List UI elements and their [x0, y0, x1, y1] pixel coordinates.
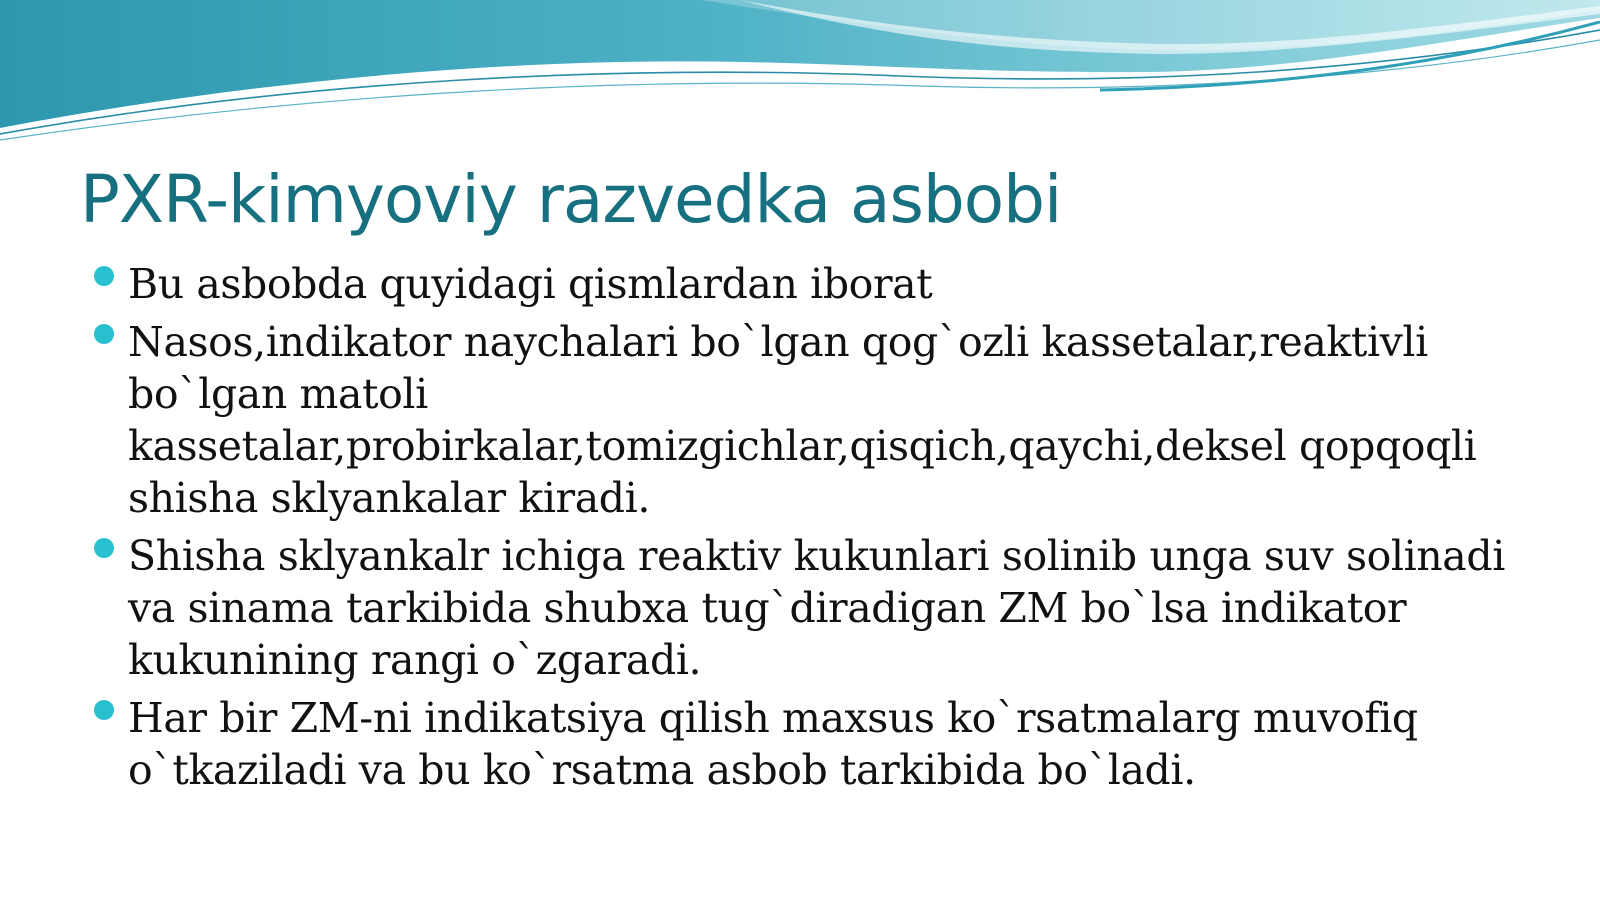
bullet-dot-icon	[94, 324, 114, 344]
bullet-dot-icon	[94, 266, 114, 286]
bullet-item	[92, 692, 1562, 796]
bullet-item	[92, 258, 1562, 310]
bullet-text: Bu asbobda quyidagi qismlardan iborat	[128, 260, 933, 308]
bullet-dot-icon	[94, 700, 114, 720]
bullet-text: Har bir ZM-ni indikatsiya qilish maxsus ko`rsatmalarg muvofiq o`tkaziladi va bu ko`rsatma asbob tarkibida bo`ladi.	[128, 694, 1418, 794]
bullet-text: Nasos,indikator naychalari bo`lgan qog`ozli kassetalar,reaktivli bo`lgan matoli kassetalar,probirkalar,tomizgichlar,qisqich,qaychi,deksel qopqoqli shisha sklyankalar kiradi.	[128, 318, 1477, 522]
bullet-list	[92, 258, 1562, 802]
bullet-text: Shisha sklyankalr ichiga reaktiv kukunlari solinib unga suv solinadi va sinama tarkibida shubxa tug`diradigan ZM bo`lsa indikator kukunining rangi o`zgaradi.	[128, 532, 1505, 684]
bullet-item	[92, 316, 1562, 524]
header-wave-decoration	[0, 0, 1600, 150]
bullet-item	[92, 530, 1562, 686]
slide-title: PXR-kimyoviy razvedka asbobi	[80, 161, 1062, 238]
bullet-dot-icon	[94, 538, 114, 558]
